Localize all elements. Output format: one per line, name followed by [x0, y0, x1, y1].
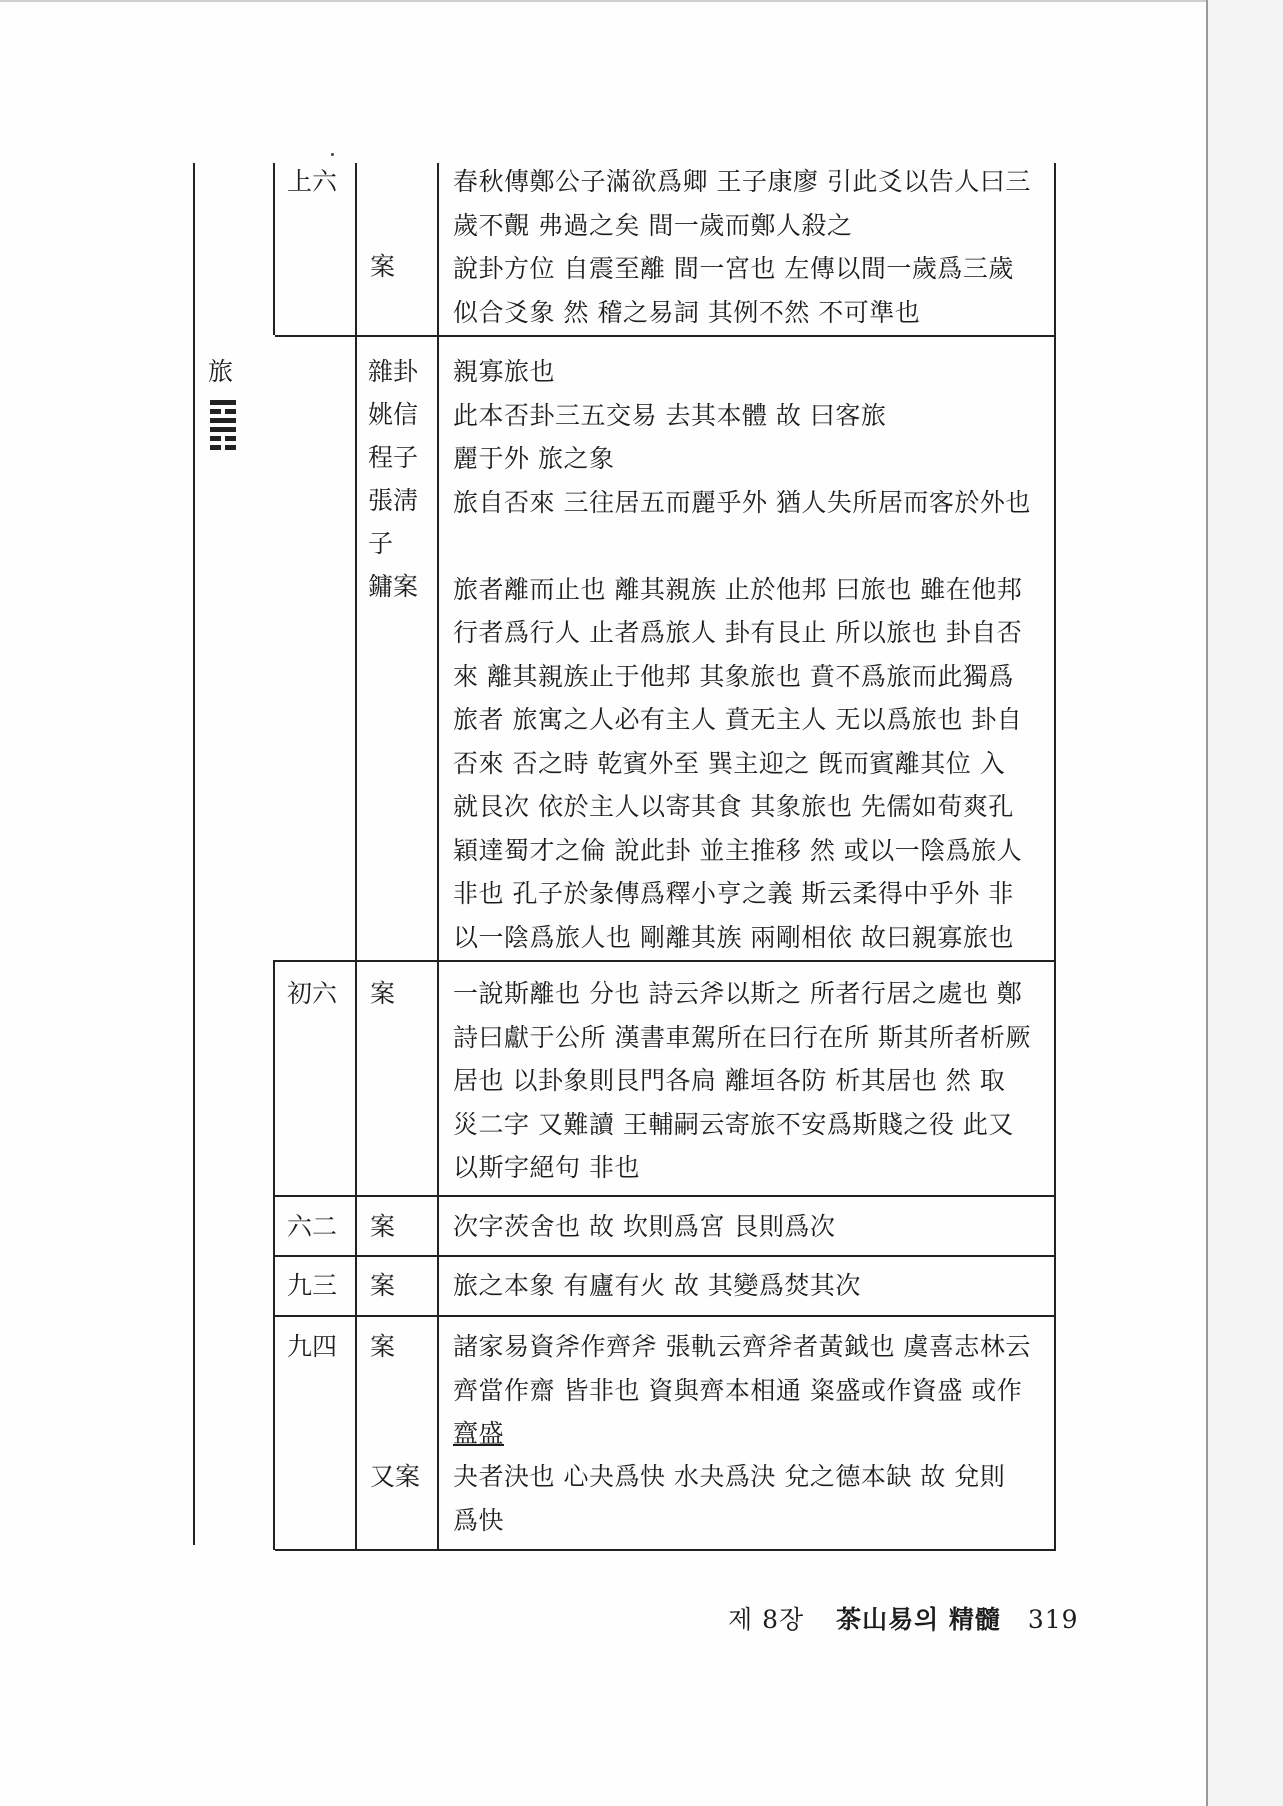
text-line: 諸家易資斧作齊斧 張軌云齊斧者黃鉞也 虞喜志林云	[453, 1332, 1031, 1361]
note-label-jiusan: 案	[370, 1271, 396, 1300]
text-line: 以一陰爲旅人也 剛離其族 兩剛相依 故曰親寡旅也	[453, 922, 1014, 952]
text-line: 旅者離而止也 離其親族 止於他邦 曰旅也 雖在他邦	[453, 574, 1023, 604]
text-line: 詩曰獻于公所 漢書車駕所在曰行在所 斯其所者析厥	[453, 1022, 1031, 1052]
text-line: 以斯字絕句 非也	[453, 1153, 640, 1182]
text-line: 次字茨舍也 故 坎則爲宮 艮則爲次	[453, 1212, 836, 1241]
text-jiusi	[453, 1325, 1031, 1456]
hexagram-symbol-icon	[210, 400, 236, 450]
text-line: 春秋傳鄭公子滿欲爲卿 王子康廖 引此爻以告人曰三	[453, 167, 1031, 196]
table-right-border	[1054, 163, 1056, 1550]
text-line: 災二字 又難讀 王輔嗣云寄旅不安爲斯賤之役 此又	[453, 1109, 1014, 1139]
page-footer	[728, 1600, 1079, 1636]
text-line: 齊當作齋 皆非也 資與齊本相通 粢盛或作資盛 或作	[453, 1375, 1023, 1405]
text-line: 旅者 旅寓之人必有主人 賁无主人 无以爲旅也 卦自	[453, 705, 1023, 734]
footer-title: 茶山易의 精髓	[836, 1605, 1001, 1634]
text-line: 居也 以卦象則艮門各扃 離垣各防 析其居也 然 取	[453, 1066, 1006, 1095]
note-label-jiusi: 案	[370, 1332, 396, 1361]
text-jiusi-2	[453, 1455, 1005, 1542]
text-line: 穎達蜀才之倫 說此卦 並主推移 然 或以一陰爲旅人	[453, 835, 1023, 865]
text-line: 就艮次 依於主人以寄其食 其象旅也 先儒如荀爽孔	[453, 792, 1014, 821]
hexagram-name: 旅	[208, 357, 234, 386]
text-line: 非也 孔子於彖傳爲釋小亨之義 斯云柔得中乎外 非	[453, 879, 1014, 908]
scan-speck	[331, 153, 334, 156]
text-line	[453, 524, 1031, 568]
source-label: 張淸	[368, 486, 419, 515]
line-label-shangliu: 上六	[287, 167, 338, 196]
table-col-line-3	[437, 163, 439, 1550]
source-label: 子	[368, 529, 394, 558]
footer-chapter: 제 8장	[728, 1605, 805, 1634]
text-line: 行者爲行人 止者爲旅人 卦有艮止 所以旅也 卦自否	[453, 618, 1023, 647]
text-line: 親寡旅也	[453, 357, 556, 386]
note-label-shangliu: 案	[370, 252, 396, 281]
hexagram-symbol-text	[198, 460, 200, 461]
text-line: 歲不覿 弗過之矣 間一歲而鄭人殺之	[453, 210, 853, 240]
text-line: 一說斯離也 分也 詩云斧以斯之 所者行居之處也 鄭	[453, 979, 1023, 1008]
text-line: 齍盛	[453, 1419, 505, 1448]
row-divider-4	[275, 1255, 1056, 1257]
text-line: 此本否卦三五交易 去其本體 故 曰客旅	[453, 400, 887, 430]
text-jiusan	[453, 1264, 861, 1308]
text-line: 來 離其親族止于他邦 其象旅也 賁不爲旅而此獨爲	[453, 661, 1014, 691]
text-line: 說卦方位 自震至離 間一宮也 左傳以間一歲爲三歲	[453, 254, 1014, 283]
text-chuliu	[453, 972, 1031, 1190]
text-line: 旅自否來 三往居五而麗乎外 猶人失所居而客於外也	[453, 487, 1031, 517]
row-divider-2	[275, 960, 1056, 962]
text-line: 麗于外 旅之象	[453, 444, 615, 473]
table-col-line-1	[273, 163, 275, 335]
text-shangliu	[453, 160, 1031, 334]
text-liuer	[453, 1205, 835, 1249]
table-bottom-border	[275, 1549, 1056, 1551]
source-label: 姚信	[368, 400, 419, 429]
text-line: 爲快	[453, 1505, 505, 1535]
page-number: 319	[1027, 1605, 1079, 1634]
text-line: 否來 否之時 乾賓外至 巽主迎之 旣而賓離其位 入	[453, 748, 1006, 778]
text-line: 夬者決也 心夬爲快 水夬爲決 兌之德本缺 故 兌則	[453, 1462, 1006, 1491]
text-line: 旅之本象 有廬有火 故 其變爲焚其次	[453, 1271, 861, 1300]
note-label-liuer: 案	[370, 1212, 396, 1241]
row-divider-3	[275, 1195, 1056, 1197]
row-divider-5	[275, 1315, 1056, 1317]
table-left-border	[193, 163, 195, 1545]
source-label: 雜卦	[368, 357, 419, 386]
note-label-jiusi-2: 又案	[370, 1462, 421, 1491]
text-hexagram	[453, 350, 1031, 959]
line-label-jiusi: 九四	[287, 1332, 338, 1361]
source-label: 程子	[368, 443, 419, 472]
text-line: 似合爻象 然 稽之易詞 其例不然 不可準也	[453, 297, 921, 327]
note-label-chuliu: 案	[370, 979, 396, 1008]
line-label-jiusan: 九三	[287, 1271, 338, 1300]
line-label-liuer: 六二	[287, 1212, 338, 1241]
row-divider-1	[275, 335, 1056, 337]
table-col-line-2	[355, 163, 357, 1550]
source-label: 鏞案	[368, 572, 419, 601]
line-label-chuliu: 初六	[287, 979, 338, 1008]
background-margin	[1208, 0, 1283, 1806]
